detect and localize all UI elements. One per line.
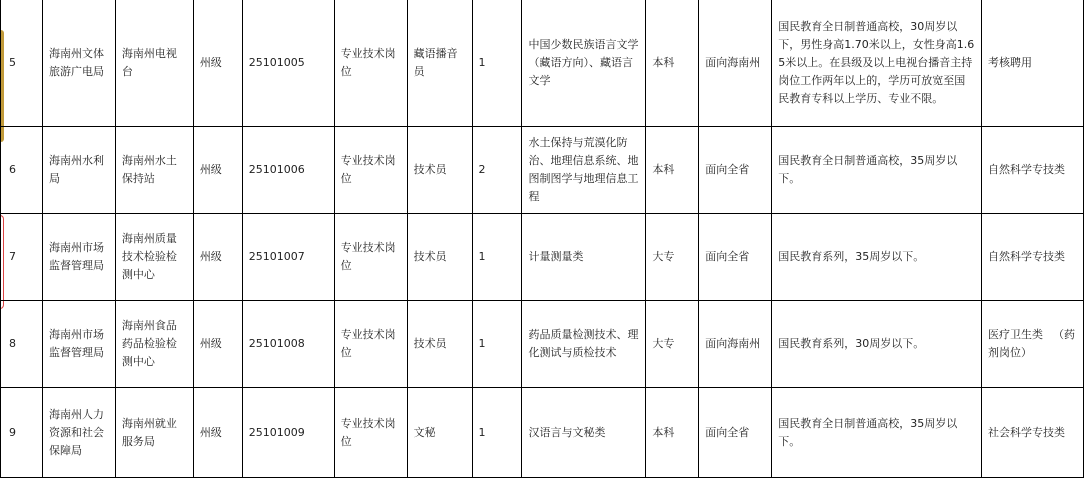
table-row	[1, 127, 1084, 214]
method-category: 医疗卫生类	[987, 328, 1043, 341]
method-paren-open: （药	[1053, 328, 1075, 341]
table-row	[1, 388, 1084, 478]
cell-post-name: 藏语播音员	[407, 0, 472, 127]
cell-level: 州级	[193, 0, 242, 127]
cell-scope: 面向全省	[699, 388, 772, 478]
cell-level: 州级	[193, 388, 242, 478]
cell-education: 大专	[646, 301, 699, 388]
cell-major: 汉语言与文秘类	[522, 388, 646, 478]
cell-no: 8	[1, 301, 43, 388]
cell-post-name: 文秘	[407, 388, 472, 478]
cell-post-type: 专业技术岗位	[334, 388, 407, 478]
cell-post-name: 技术员	[407, 214, 472, 301]
cell-unit: 海南州质量技术检验检测中心	[115, 214, 193, 301]
cell-method: 考核聘用	[981, 0, 1083, 127]
cell-unit: 海南州水土保持站	[115, 127, 193, 214]
cell-unit: 海南州食品药品检验检测中心	[115, 301, 193, 388]
cell-count: 1	[472, 0, 522, 127]
cell-post-type: 专业技术岗位	[334, 214, 407, 301]
cell-code: 25101007	[242, 214, 334, 301]
cell-education: 大专	[646, 214, 699, 301]
cell-department: 海南州文体旅游广电局	[42, 0, 115, 127]
cell-method: 自然科学专技类	[981, 127, 1083, 214]
cell-requirements: 国民教育全日制普通高校，35周岁以下。	[772, 388, 982, 478]
cell-post-type: 专业技术岗位	[334, 127, 407, 214]
cell-scope: 面向全省	[699, 127, 772, 214]
cell-no: 9	[1, 388, 43, 478]
cell-method: 社会科学专技类	[981, 388, 1083, 478]
cell-major: 中国少数民族语言文学（藏语方向）、藏语言文学	[522, 0, 646, 127]
cell-requirements: 国民教育系列，30周岁以下。	[772, 301, 982, 388]
cell-no: 7	[1, 214, 43, 301]
cell-method: 自然科学专技类	[981, 214, 1083, 301]
cell-education: 本科	[646, 0, 699, 127]
cell-requirements: 国民教育系列，35周岁以下。	[772, 214, 982, 301]
cell-post-name: 技术员	[407, 301, 472, 388]
cell-no: 5	[1, 0, 43, 127]
cell-code: 25101008	[242, 301, 334, 388]
table-row	[1, 0, 1084, 127]
cell-post-name: 技术员	[407, 127, 472, 214]
cell-requirements: 国民教育全日制普通高校，35周岁以下。	[772, 127, 982, 214]
cell-major: 计量测量类	[522, 214, 646, 301]
cell-level: 州级	[193, 301, 242, 388]
cell-education: 本科	[646, 127, 699, 214]
cell-code: 25101005	[242, 0, 334, 127]
cell-count: 1	[472, 388, 522, 478]
cell-scope: 面向全省	[699, 214, 772, 301]
cell-level: 州级	[193, 214, 242, 301]
cell-post-type: 专业技术岗位	[334, 301, 407, 388]
cell-unit: 海南州就业服务局	[115, 388, 193, 478]
cell-level: 州级	[193, 127, 242, 214]
cell-requirements: 国民教育全日制普通高校，30周岁以下，男性身高1.70米以上，女性身高1.65米以上。在县级及以上电视台播音主持岗位工作两年以上的，学历可放宽至国民教育专科以上学历、专业不限。	[772, 0, 982, 127]
cell-major: 药品质量检测技术、理化测试与质检技术	[522, 301, 646, 388]
cell-department: 海南州市场监督管理局	[42, 214, 115, 301]
cell-unit: 海南州电视台	[115, 0, 193, 127]
cell-code: 25101006	[242, 127, 334, 214]
cell-no: 6	[1, 127, 43, 214]
cell-code: 25101009	[242, 388, 334, 478]
cell-department: 海南州水利局	[42, 127, 115, 214]
cell-scope: 面向海南州	[699, 301, 772, 388]
cell-department: 海南州市场监督管理局	[42, 301, 115, 388]
cell-count: 2	[472, 127, 522, 214]
cell-count: 1	[472, 301, 522, 388]
cell-method	[981, 301, 1083, 388]
method-line-2: 剂岗位）	[987, 346, 1032, 359]
cell-count: 1	[472, 214, 522, 301]
table-row	[1, 214, 1084, 301]
cell-major: 水土保持与荒漠化防治、地理信息系统、地图制图学与地理信息工程	[522, 127, 646, 214]
cell-post-type: 专业技术岗位	[334, 0, 407, 127]
cell-scope: 面向海南州	[699, 0, 772, 127]
method-line-1	[988, 326, 1075, 344]
cell-education: 本科	[646, 388, 699, 478]
table-row	[1, 301, 1084, 388]
cell-department: 海南州人力资源和社会保障局	[42, 388, 115, 478]
